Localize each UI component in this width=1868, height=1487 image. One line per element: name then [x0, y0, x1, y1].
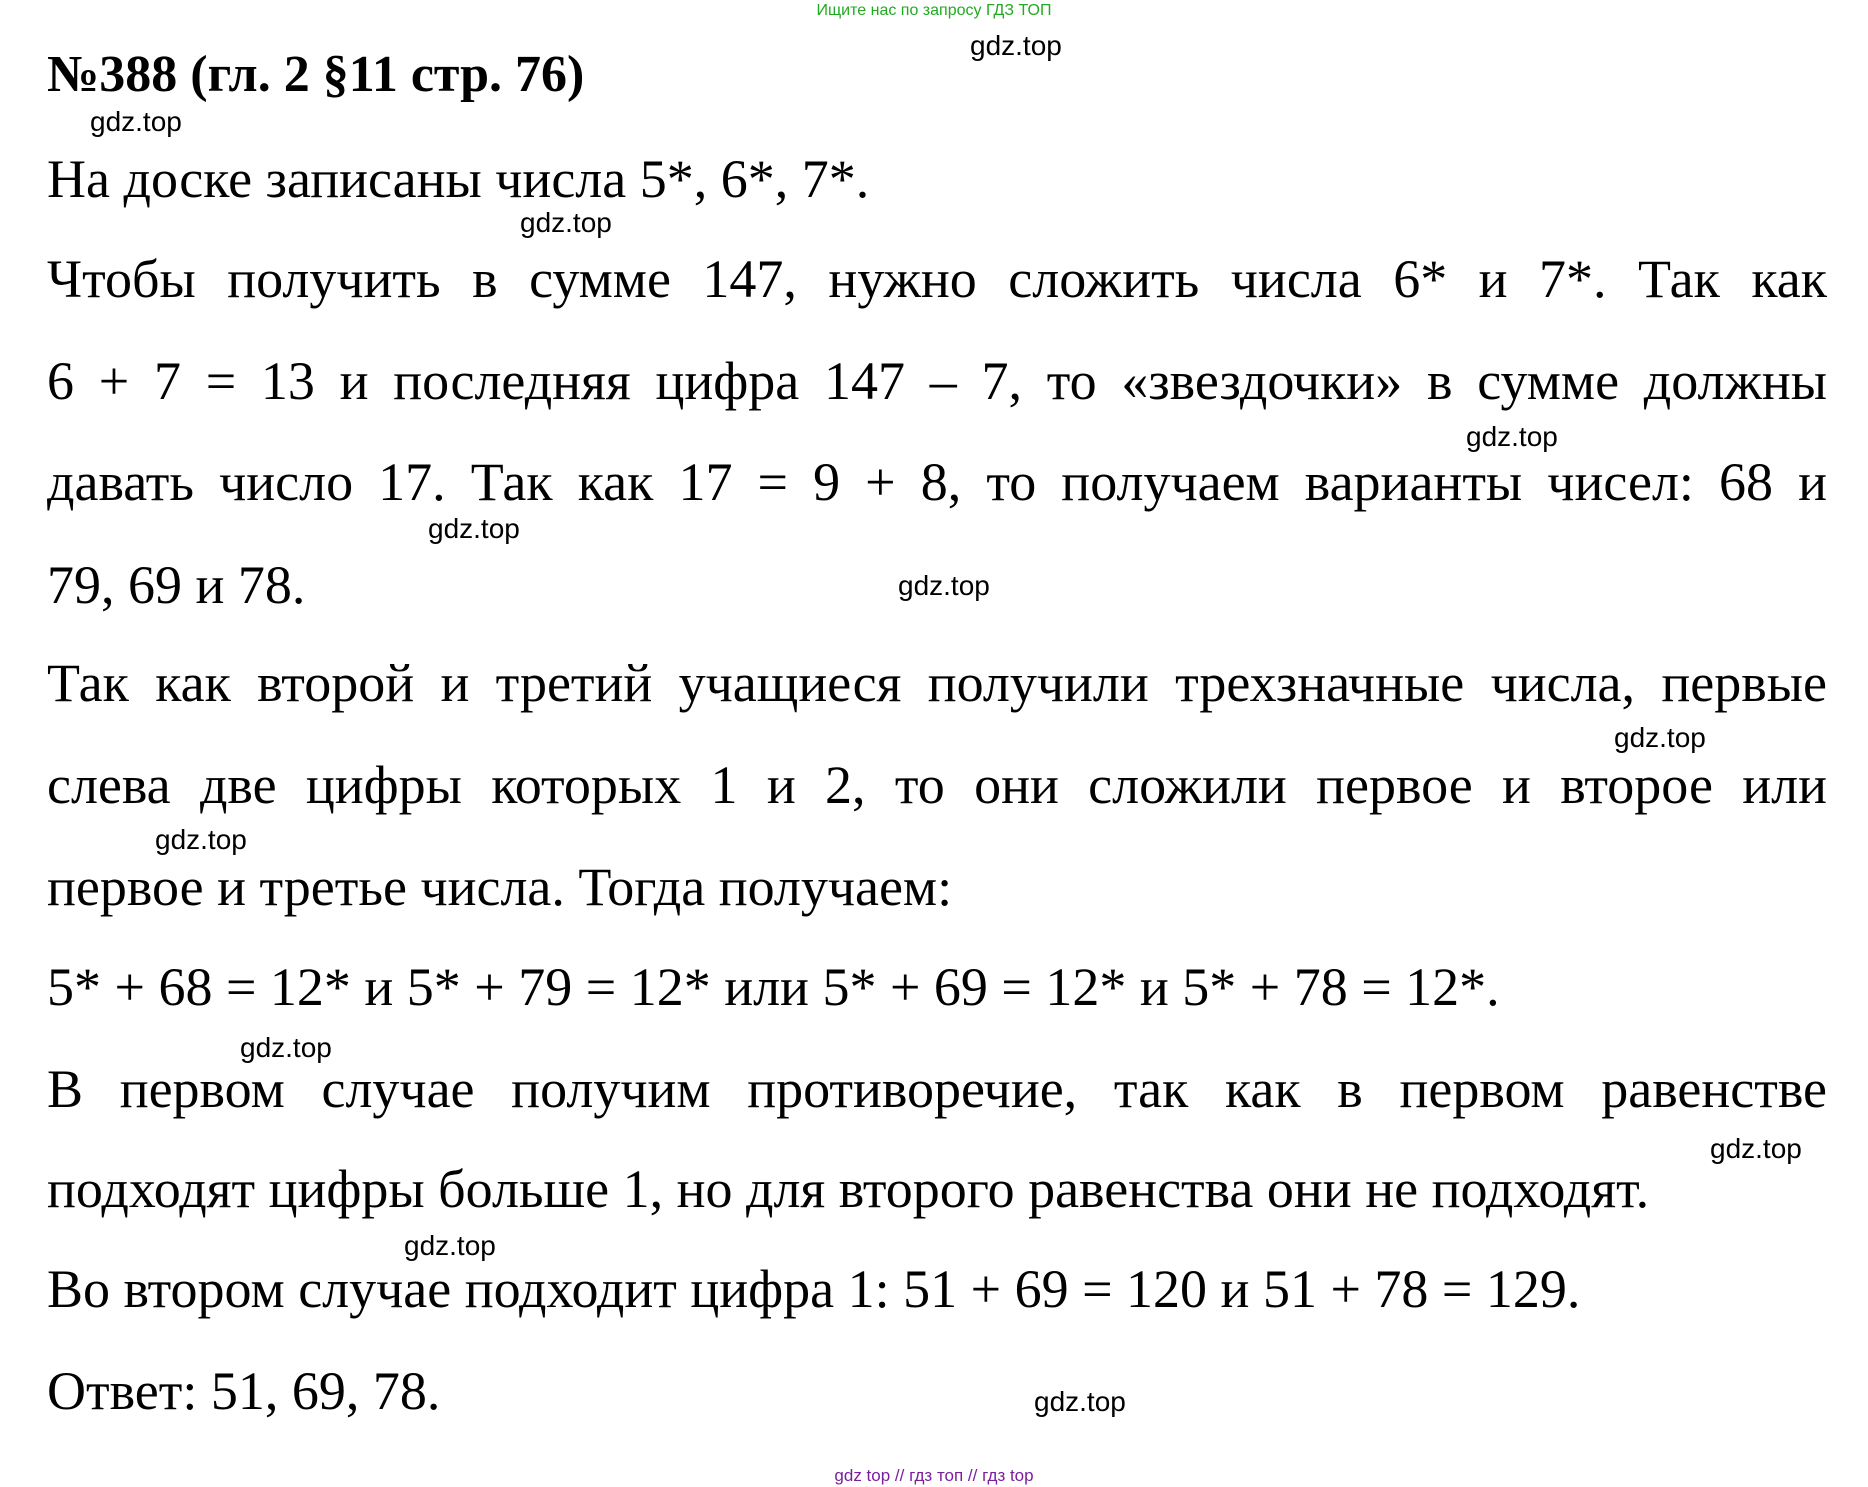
text-line-5: 79, 69 и 78. — [47, 555, 306, 615]
text-line-10: В первом случае получим противоречие, так как в первом равенстве — [47, 1059, 1827, 1119]
answer-line: Ответ: 51, 69, 78. — [47, 1361, 441, 1421]
watermark: gdz.top — [90, 106, 182, 137]
text-line-12: Во втором случае подходит цифра 1: 51 + 69 = 120 и 51 + 78 = 129. — [47, 1259, 1581, 1319]
text-line-4: давать число 17. Так как 17 = 9 + 8, то получаем варианты чисел: 68 и — [47, 452, 1827, 512]
watermark: gdz.top — [1614, 722, 1706, 753]
text-line-7: слева две цифры которых 1 и 2, то они сложили первое и второе или — [47, 755, 1827, 815]
watermark: gdz.top — [1710, 1133, 1802, 1164]
text-line-9: 5* + 68 = 12* и 5* + 79 = 12* или 5* + 69 = 12* и 5* + 78 = 12*. — [47, 957, 1500, 1017]
text-line-11: подходят цифры больше 1, но для второго равенства они не подходят. — [47, 1159, 1650, 1219]
watermark: gdz.top — [898, 570, 990, 601]
watermark: gdz.top — [1466, 421, 1558, 452]
text-line-1: На доске записаны числа 5*, 6*, 7*. — [47, 149, 870, 209]
text-line-8: первое и третье числа. Тогда получаем: — [47, 857, 953, 917]
watermark: gdz.top — [970, 30, 1062, 61]
top-banner: Ищите нас по запросу ГДЗ ТОП — [816, 2, 1052, 19]
watermark: gdz.top — [240, 1032, 332, 1063]
footer-watermark: gdz top // гдз топ // гдз top — [834, 1466, 1034, 1485]
text-line-3: 6 + 7 = 13 и последняя цифра 147 – 7, то «звездочки» в сумме должны — [47, 351, 1827, 411]
text-line-2: Чтобы получить в сумме 147, нужно сложить числа 6* и 7*. Так как — [47, 249, 1827, 309]
watermark: gdz.top — [1034, 1386, 1126, 1417]
problem-title: №388 (гл. 2 §11 стр. 76) — [47, 46, 585, 103]
text-line-6: Так как второй и третий учащиеся получили трехзначные числа, первые — [47, 653, 1827, 713]
watermark: gdz.top — [428, 513, 520, 544]
watermark: gdz.top — [404, 1230, 496, 1261]
watermark: gdz.top — [520, 207, 612, 238]
watermark: gdz.top — [155, 824, 247, 855]
